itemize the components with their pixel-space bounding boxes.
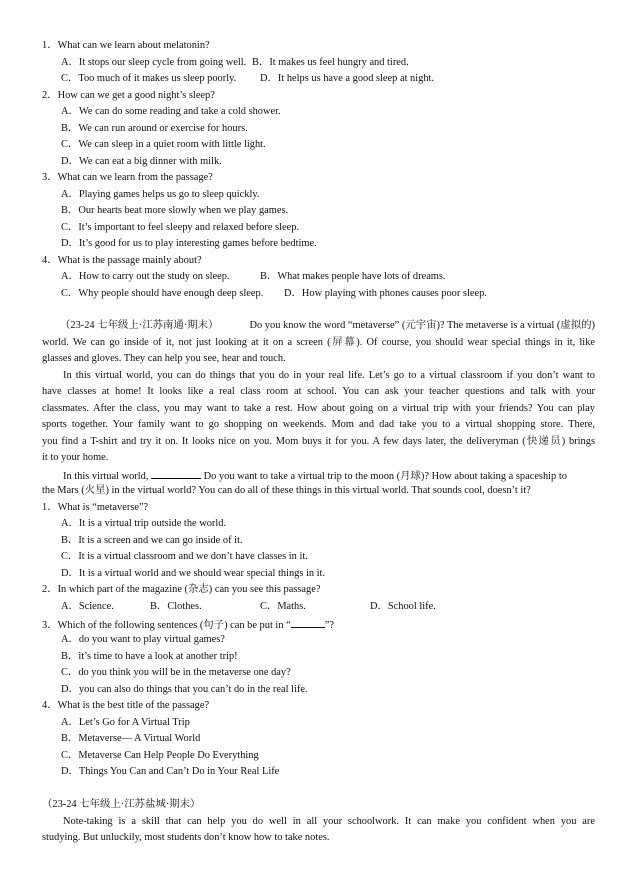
question-stem-with-blank — [42, 616, 334, 632]
option: D．It helps us have a good sleep at night. — [260, 73, 435, 84]
option: C．do you think you will be in the metaverse one day? — [61, 667, 291, 678]
paragraph-line-with-blank — [63, 467, 595, 483]
option: A．It is a virtual trip outside the world. — [61, 518, 227, 529]
paragraph-line: glasses and gloves. They can help you see, hear and touch. — [42, 353, 286, 364]
paragraph-line: In this virtual world, you can do things that you do in your real life. Let’s go to a virtual classroom if you don’t want to — [63, 370, 595, 381]
option: D．How playing with phones causes poor sleep. — [284, 288, 487, 299]
option: D．School life. — [370, 601, 436, 612]
question-stem: 2．In which part of the magazine (杂志) can you see this passage? — [42, 584, 321, 595]
paragraph-line: it to your home. — [42, 452, 109, 463]
source-tag: （23-24 七年级上·江苏南通·期末） — [60, 320, 219, 331]
option: C．Too much of it makes us sleep poorly. — [61, 73, 237, 84]
option: B．It is a screen and we can go inside of it. — [61, 535, 243, 546]
option: D．It’s good for us to play interesting games before bedtime. — [61, 238, 317, 249]
option: A．Science. — [61, 601, 114, 612]
option: D．Things You Can and Can’t Do in Your Real Life — [61, 766, 280, 777]
passage-first-line — [60, 318, 595, 334]
option: C．It’s important to feel sleepy and relaxed before sleep. — [61, 222, 300, 233]
question-stem: 1．What can we learn about melatonin? — [42, 40, 210, 51]
question-stem: 4．What is the passage mainly about? — [42, 255, 202, 266]
option: B．It makes us feel hungry and tired. — [252, 57, 409, 68]
question-text: ”? — [324, 620, 334, 631]
option: B．What makes people have lots of dreams. — [260, 271, 446, 282]
option: B．Clothes. — [150, 601, 202, 612]
question-stem: 3．What can we learn from the passage? — [42, 172, 213, 183]
paragraph-line: have classes at home! It looks like a real class room at school. You can ask your teacher questions and talk with your — [42, 386, 595, 397]
option: D．We can eat a big dinner with milk. — [61, 156, 222, 167]
option: B．Our hearts beat more slowly when we play games. — [61, 205, 289, 216]
paragraph-line: the Mars (火星) in the virtual world? You can do all of these things in this virtual world. That sounds cool, doesn’t it? — [42, 485, 531, 496]
paragraph-text: In this virtual world, — [63, 471, 152, 482]
option: C．It is a virtual classroom and we don’t have classes in it. — [61, 551, 308, 562]
option: A．It stops our sleep cycle from going well. — [61, 57, 247, 68]
question-stem: 4．What is the best title of the passage? — [42, 700, 210, 711]
paragraph-line: Do you know the word “metaverse” (元宇宙)? The metaverse is a virtual (虚拟的) — [249, 320, 595, 331]
question-stem: 1．What is “metaverse”? — [42, 502, 149, 513]
option: A．do you want to play virtual games? — [61, 634, 225, 645]
option: A．We can do some reading and take a cold shower. — [61, 106, 281, 117]
option: B．Metaverse— A Virtual World — [61, 733, 201, 744]
paragraph-line: you find a T-shirt and try it on. It looks nice on you. Mom buys it for you. A few days later, the deliveryman (快递员) brings — [42, 436, 595, 447]
option: B．it’s time to have a look at another trip! — [61, 651, 238, 662]
paragraph-line: Note-taking is a skill that can help you do well in all your schoolwork. It can make you confident when you are — [63, 816, 595, 827]
option: A．Playing games helps us go to sleep quickly. — [61, 189, 260, 200]
option: D．It is a virtual world and we should wear special things in it. — [61, 568, 326, 579]
paragraph-line: sports together. Your family want to go shopping on weekends. Mom and dad take you to a virtual shopping store. There, — [42, 419, 595, 430]
question-stem: 2．How can we get a good night’s sleep? — [42, 90, 215, 101]
option: A．Let’s Go for A Virtual Trip — [61, 717, 190, 728]
paragraph-line: world. We can go inside of it, not just looking at it on a screen (屏幕). Of course, you should wear special things in it, like — [42, 337, 595, 348]
paragraph-line: studying. But unluckily, most students don’t know how to take notes. — [42, 832, 330, 843]
option: B．We can run around or exercise for hours. — [61, 123, 248, 134]
option: A．How to carry out the study on sleep. — [61, 271, 230, 282]
answer-blank[interactable] — [151, 467, 201, 479]
source-tag: （23-24 七年级上·江苏盐城·期末） — [42, 799, 201, 810]
option: D．you can also do things that you can’t do in the real life. — [61, 684, 308, 695]
paragraph-text: Do you want to take a virtual trip to the moon (月球)? How about taking a spaceship to — [201, 471, 567, 482]
question-text: 3．Which of the following sentences (句子) can be put in “ — [42, 620, 291, 631]
paragraph-line: classmates. After the class, you may want to take a rest. How about going on a virtual trip with your friends? You can play — [42, 403, 595, 414]
option: C．We can sleep in a quiet room with little light. — [61, 139, 266, 150]
answer-blank[interactable] — [291, 616, 325, 628]
option: C．Metaverse Can Help People Do Everything — [61, 750, 259, 761]
option: C．Why people should have enough deep sleep. — [61, 288, 264, 299]
option: C．Maths. — [260, 601, 306, 612]
